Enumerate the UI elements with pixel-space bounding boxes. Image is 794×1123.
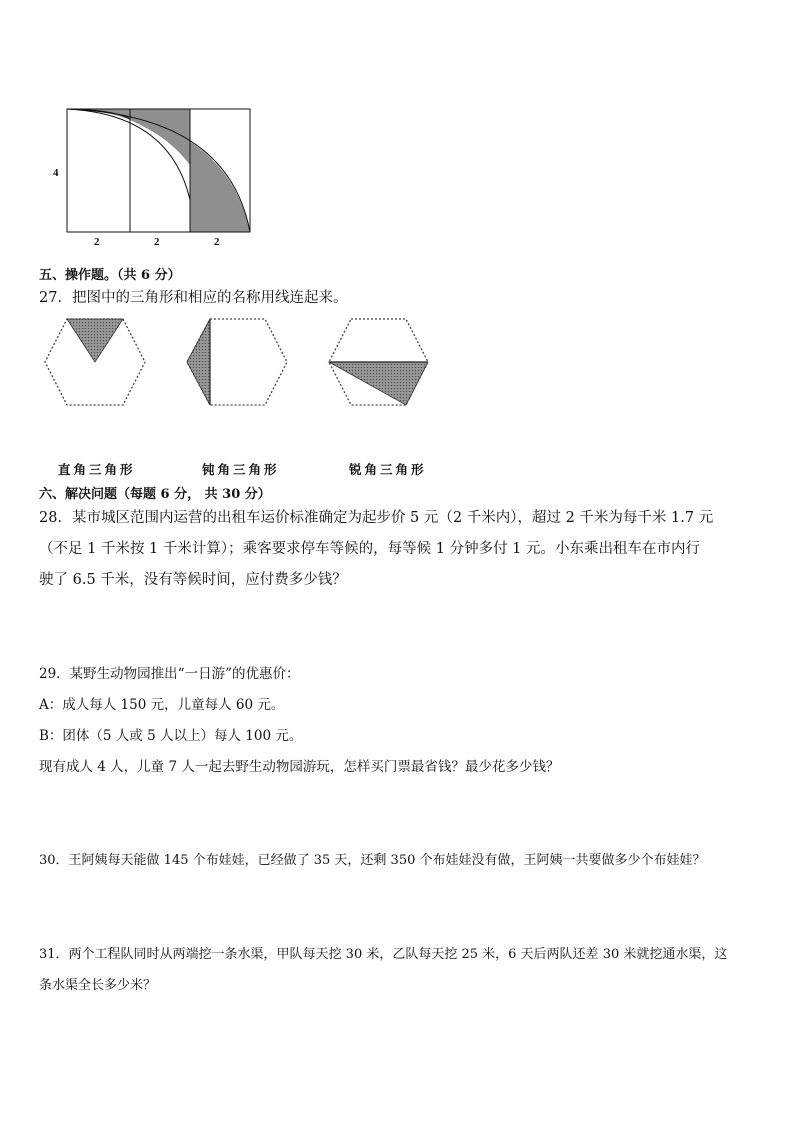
label-right-triangle: 直角三角形 — [58, 462, 136, 477]
hexagon-figures — [0, 300, 794, 420]
q30-line1: 30．王阿姨每天能做 145 个布娃娃，已经做了 35 天，还剩 350 个布娃娃没有做，王阿姨一共要做多少个布娃娃？ — [39, 853, 706, 868]
hexagon-acute-triangle — [329, 319, 428, 405]
q31-line2: 条水渠全长多少米？ — [39, 978, 157, 993]
section-5-heading: 五、操作题。（共 6 分） — [39, 268, 181, 283]
width-label-1: 2 — [94, 236, 100, 248]
q28-line2: （不足 1 千米按 1 千米计算）；乘客要求停车等候的，每等候 1 分钟多付 1 元。小东乘出租车在市内行 — [39, 541, 701, 557]
q28-line1: 28．某市城区范围内运营的出租车运价标准确定为起步价 5 元（2 千米内），超过 2 千米为每千米 1.7 元 — [39, 510, 714, 526]
section-6-heading: 六、解决问题（每题 6 分， 共 30 分） — [39, 487, 271, 502]
height-label: 4 — [53, 167, 59, 179]
label-obtuse-triangle: 钝角三角形 — [202, 462, 280, 477]
width-label-2: 2 — [154, 236, 160, 248]
shaded-right-triangle — [67, 319, 123, 362]
hexagon-right-triangle — [45, 319, 145, 405]
shaded-arc-figure — [0, 0, 794, 260]
width-label-3: 2 — [214, 236, 220, 248]
q28-line3: 驶了 6.5 千米，没有等候时间，应付费多少钱？ — [39, 572, 347, 588]
hexagon-obtuse-triangle — [187, 319, 287, 405]
shaded-acute-triangle — [329, 362, 428, 405]
q31-line1: 31．两个工程队同时从两端挖一条水渠，甲队每天挖 30 米，乙队每天挖 25 米，6 天后两队还差 30 米就挖通水渠，这 — [39, 947, 728, 962]
q29-line3: B：团体（5 人或 5 人以上）每人 100 元。 — [39, 728, 303, 744]
q29-line2: A：成人每人 150 元，儿童每人 60 元。 — [39, 697, 285, 713]
q27-text: 27．把图中的三角形和相应的名称用线连起来。 — [39, 290, 348, 306]
shaded-obtuse-triangle — [187, 319, 210, 405]
q29-line4: 现有成人 4 人，儿童 7 人一起去野生动物园游玩，怎样买门票最省钱？最少花多少钱？ — [39, 759, 560, 775]
q29-line1: 29．某野生动物园推出“一日游”的优惠价： — [39, 666, 300, 682]
label-acute-triangle: 锐角三角形 — [349, 462, 427, 477]
